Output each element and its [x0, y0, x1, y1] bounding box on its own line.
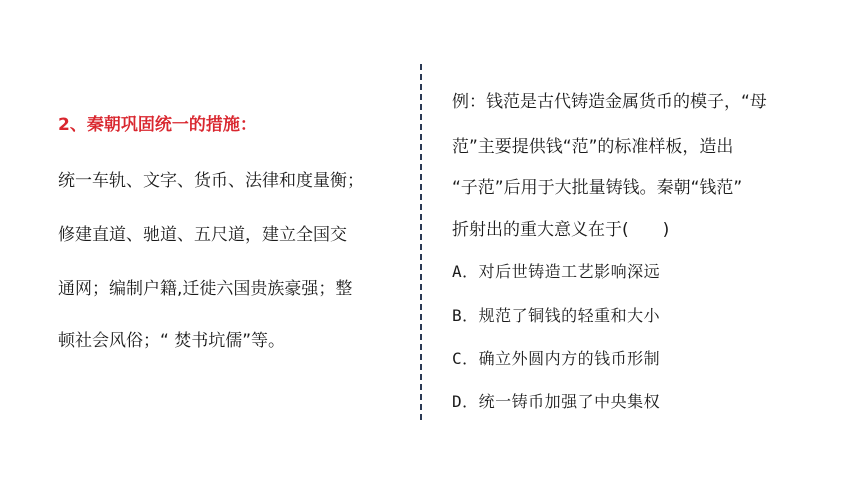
- question-line-4: 折射出的重大意义在于( ): [452, 220, 670, 240]
- question-line-1: 例：钱范是古代铸造金属货币的模子，“母: [452, 92, 767, 112]
- question-line-3: “子范”后用于大批量铸钱。秦朝“钱范”: [452, 178, 743, 198]
- dashed-divider: [420, 64, 422, 420]
- body-line-2: 修建直道、驰道、五尺道，建立全国交: [58, 225, 347, 245]
- option-d: D．统一铸币加强了中央集权: [452, 392, 661, 411]
- option-c: C．确立外圆内方的钱币形制: [452, 349, 661, 368]
- question-line-2: 范”主要提供钱“范”的标准样板，造出: [452, 137, 734, 157]
- option-a: A．对后世铸造工艺影响深远: [452, 262, 661, 281]
- option-b: B．规范了铜钱的轻重和大小: [452, 306, 661, 325]
- body-line-3: 通网；编制户籍,迁徙六国贵族豪强；整: [58, 279, 353, 299]
- section-heading: 2、秦朝巩固统一的措施：: [58, 115, 257, 135]
- body-line-4: 顿社会风俗；“ 焚书坑儒”等。: [58, 331, 286, 351]
- body-line-1: 统一车轨、文字、货币、法律和度量衡；: [58, 171, 364, 191]
